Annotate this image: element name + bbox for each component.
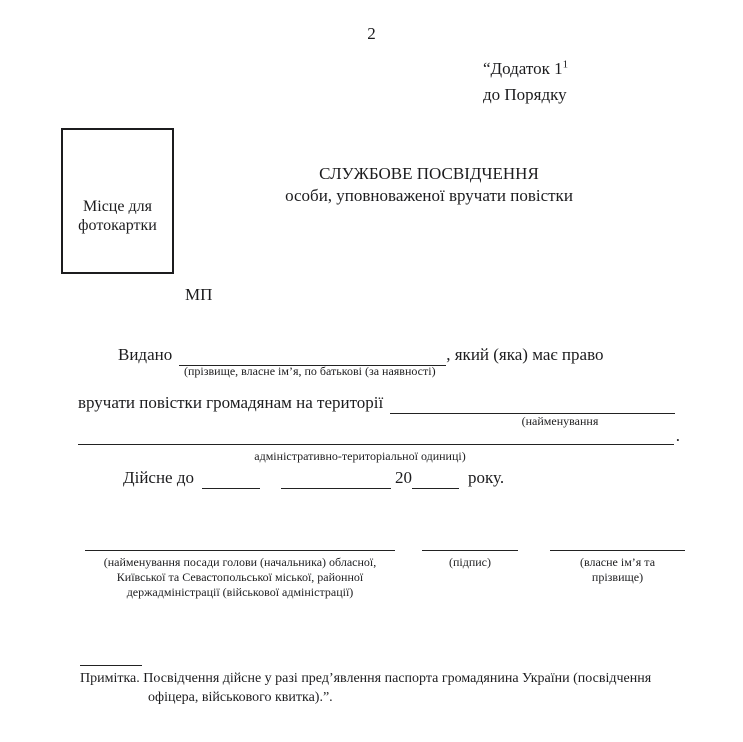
name-blank-caption: (прізвище, власне ім’я, по батькові (за наявності) bbox=[184, 364, 436, 378]
name-caption-line2: прізвище) bbox=[591, 570, 644, 584]
territory-line bbox=[78, 392, 675, 414]
position-caption-line2: Київської та Севастопольської міської, районної bbox=[116, 570, 364, 584]
admin-unit-caption: адміністративно-територіальної одиниці) bbox=[254, 449, 466, 463]
footnote-separator bbox=[80, 665, 142, 666]
admin-unit-line bbox=[78, 426, 680, 445]
appendix-line-1: “Додаток $1^1$ bbox=[483, 58, 569, 78]
validity-label: Дійсне до bbox=[123, 468, 195, 487]
signature-caption: (підпис) bbox=[448, 555, 492, 569]
issued-label: Видано bbox=[118, 345, 173, 364]
year-prefix: 20 bbox=[395, 468, 413, 487]
note-label: Примітка. bbox=[80, 671, 140, 686]
position-caption-line1: (найменування посади голови (начальника) обласної, bbox=[103, 555, 377, 569]
year-blank-line bbox=[412, 470, 459, 489]
note-line-2: офіцера, військового квитка).”. bbox=[148, 689, 333, 705]
note-line-1-text: Посвідчення дійсне у разі пред’явлення паспорта громадянина України (посвідчення bbox=[143, 671, 652, 686]
territory-blank-line bbox=[390, 395, 675, 414]
territory-text: вручати повістки громадянам на території bbox=[78, 393, 384, 412]
signature-column bbox=[422, 550, 518, 570]
admin-unit-line-terminator: . bbox=[675, 426, 680, 445]
stamp-abbreviation: МП bbox=[185, 285, 213, 304]
note-text bbox=[80, 670, 712, 707]
issued-suffix: , який (яка) має право bbox=[446, 345, 604, 364]
validity-line bbox=[123, 467, 504, 489]
document-title: СЛУЖБОВЕ ПОСВІДЧЕННЯ bbox=[319, 164, 539, 183]
photo-placeholder-label-line1: Місце для bbox=[83, 198, 152, 215]
photo-placeholder-box bbox=[61, 128, 174, 274]
document-subtitle: особи, уповноваженої вручати повістки bbox=[285, 186, 573, 205]
appendix-note bbox=[483, 56, 568, 108]
document-title-block bbox=[173, 163, 685, 207]
territory-blank-caption-line1: (найменування bbox=[521, 414, 599, 428]
admin-unit-blank-line bbox=[78, 426, 674, 445]
position-caption-line3: держадміністрації (військової адміністрації) bbox=[126, 585, 354, 599]
validity-suffix: року. bbox=[468, 468, 505, 487]
month-blank-line bbox=[281, 470, 391, 489]
name-column bbox=[550, 550, 685, 585]
position-signature-column bbox=[85, 550, 395, 600]
appendix-superscript: 1 bbox=[562, 58, 569, 71]
appendix-line-2: до Порядку bbox=[483, 85, 567, 104]
day-blank-line bbox=[202, 470, 260, 489]
name-caption-line1: (власне ім’я та bbox=[579, 555, 656, 569]
issued-line bbox=[118, 344, 703, 366]
page-number: 2 bbox=[367, 24, 376, 43]
note-line-1 bbox=[80, 670, 712, 689]
photo-placeholder-label-line2: фотокартки bbox=[78, 217, 157, 234]
